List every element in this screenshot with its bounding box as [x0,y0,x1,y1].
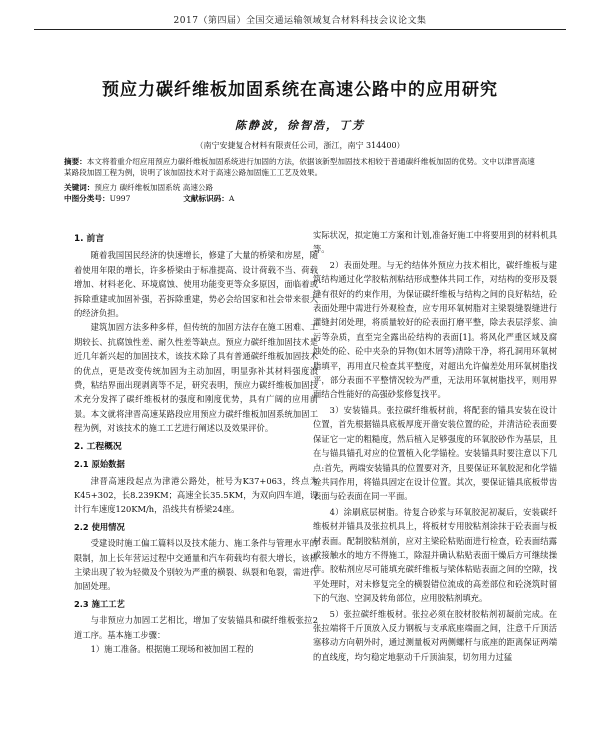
subsection-heading-2-1: 2.1 原始数据 [74,459,125,470]
paragraph: 3）安装锚具。张拉碳纤维板材前，将配套的锚具安装在设计位置，首先根据锚具底板厚度开凿安装位置的砼，并清洁砼表面要保证它一定的粗糙度，然后植入足够强度的环氧胶砂作为基层，且在与锚具锚孔对应的位置植入化学锚栓。安装锚具时要注意以下几点:首先，两端安装锚具的位置要对齐，且要保证环氧胶泥和化学锚栓共同作用，将锚具固定在设计位置。其次，要保证锚具底板带齿表面与砼表面在同一平面。 [313,404,557,502]
paragraph: 受建设时施工偏工篇料以及技术能力、施工条件与管理水平的限制，加上长年营运过程中交通量和汽车荷载均有很大增长，该桥主梁出现了较为轻微及个别较为严重的横裂、纵裂和龟裂，需进行加固处理。 [74,538,318,592]
paragraph: 津晋高速段起点为津港公路处，桩号为K37+063，终点为K45+302，长8.239KM；高速全长35.5KM，为双向四车道，设计行车速度120KM/h，沿线共有桥梁24座。 [74,475,318,515]
paragraph: 2）表面处理。与无约结体外预应力技术相比，碳纤维板与建筑结构通过化学胶粘剂粘结形成整体共同工作，对结构的变形及裂缝有很好的约束作用，为保证碳纤维板与结构之间的良好粘结，砼表面处理中需进行外观检查，应专用环氧树脂对主梁裂缝裂缝进行灌缝封闭处理，将质量较好的砼表面打磨平整，除去表层浮浆、油污等杂质，直至完全露出砼结构的表面[1]。将风化严重区域及腐蚀处的砼、砼中夹杂的异物(如木屑等)清除干净，将孔洞用环氧树脂填平，再用直尺检查其平整度，对超出允许偏差处用环氧树脂找平，部分表面不平整情况较为严重，无法用环氧树脂找平，则用界面结合性能好的高强砂浆修复找平。 [313,259,557,400]
paragraph: 1）施工准备。根据施工现场和被加固工程的 [90,643,254,654]
right-column [313,228,557,665]
abstract-label: 摘要： [64,157,87,166]
paper-authors: 陈静波，徐智浩，丁芳 [235,119,365,132]
classification [64,193,542,204]
paragraph: 与非预应力加固工艺相比，增加了安装锚具和碳纤维板张拉2道工序。基本施工步骤： [74,615,318,640]
clc-label: 中图分类号： [64,194,110,203]
doc-value: A [228,194,235,203]
paper-title: 预应力碳纤维板加固系统在高速公路中的应用研究 [102,80,498,100]
paragraph: 建筑加固方法多种多样，但传统的加固方法存在施工困难、工期较长、抗腐蚀性差、耐久性差等缺点。预应力碳纤维加固技术是近几年新兴起的加固技术，该技术除了具有普通碳纤维板加固技术的优点，更是改变传统加固为主动加固，明显弥补其材料强度浪费，粘结界面出现剥离等不足，研究表明，预应力碳纤维板加固技术充分发挥了碳纤维板材的强度和刚度优势，具有广阔的应用前景。本文就将津晋高速某路段应用预应力碳纤维板加固系统加固工程为例，对该技术的施工工艺进行阐述以及效果评价。 [74,322,318,434]
keywords-label: 关键词： [64,183,95,192]
keywords-text: 预应力 碳纤维板加固系统 高速公路 [94,183,214,192]
paragraph: 5）张拉碳纤维板材。张拉必须在胶材胶粘剂初凝前完成。在张拉端将千斤顶放入反力钢板与支承底座端面之间，注意千斤顶活塞移动方向朝外时，通过测量板对两侧螺杆与底座的距离保证两端的直线度，均匀稳定地驱动千斤顶油泵，切勿用力过猛 [313,608,557,662]
paragraph: 随着我国国民经济的快速增长，修建了大量的桥梁和房屋，随着使用年限的增长，许多桥梁由于标准提高、设计荷载不当、荷载增加、材料老化、环境腐蚀、使用功能变更等众多原因，面临着或拆除重建或加固补强，若拆除重建，势必会给国家和社会带来很大的经济负担。 [74,250,318,319]
abstract-text: 本文将着重介绍应用预应力碳纤维板加固系统进行加固的方法，依据该新型加固技术相较于普通碳纤维板加固的优势。文中以津晋高速某路段加固工程为例，说明了该加固技术对于高速公路加固施工工艺及效果。 [64,157,535,177]
subsection-heading-2-2: 2.2 使用情况 [74,521,125,532]
abstract [64,156,542,178]
subsection-heading-2-3: 2.3 施工工艺 [74,598,125,609]
header-rule [34,29,566,30]
paragraph: 实际状况，拟定施工方案和计划,准备好施工中将要用到的材料机具等。 [313,230,557,255]
clc-value: U997 [109,194,131,203]
keywords [64,182,542,193]
section-heading-1: 1. 前言 [74,234,105,244]
running-header: 2017（第四届）全国交通运输领域复合材料科技会议论文集 [173,16,427,26]
affiliation: （南宁安捷复合材料有限责任公司，浙江，南宁 314400） [195,141,405,150]
paragraph: 4）涂刷底层树脂。待复合砂浆与环氧胶泥初凝后，安装碳纤维板材并锚具及张拉机具上，将板材专用胶粘剂涂抹于砼表面与板材表面。配制胶粘剂前，应对主梁砼粘贴面进行检查，砼表面结露或接触水的地方不得施工，除湿并确认粘贴表面干燥后方可继续操作。胶粘剂应尽可能填充碳纤维板与梁体粘贴表面之间的空隙，找平处理时，对未修复完全的横裂错位流成的高差部位和砼浇筑时留下的气泡、空洞及转角部位，应用胶粘剂填充。 [313,506,557,604]
section-heading-2: 2. 工程概况 [74,441,122,452]
doc-label: 文献标识码： [183,194,229,203]
left-column [74,228,318,656]
